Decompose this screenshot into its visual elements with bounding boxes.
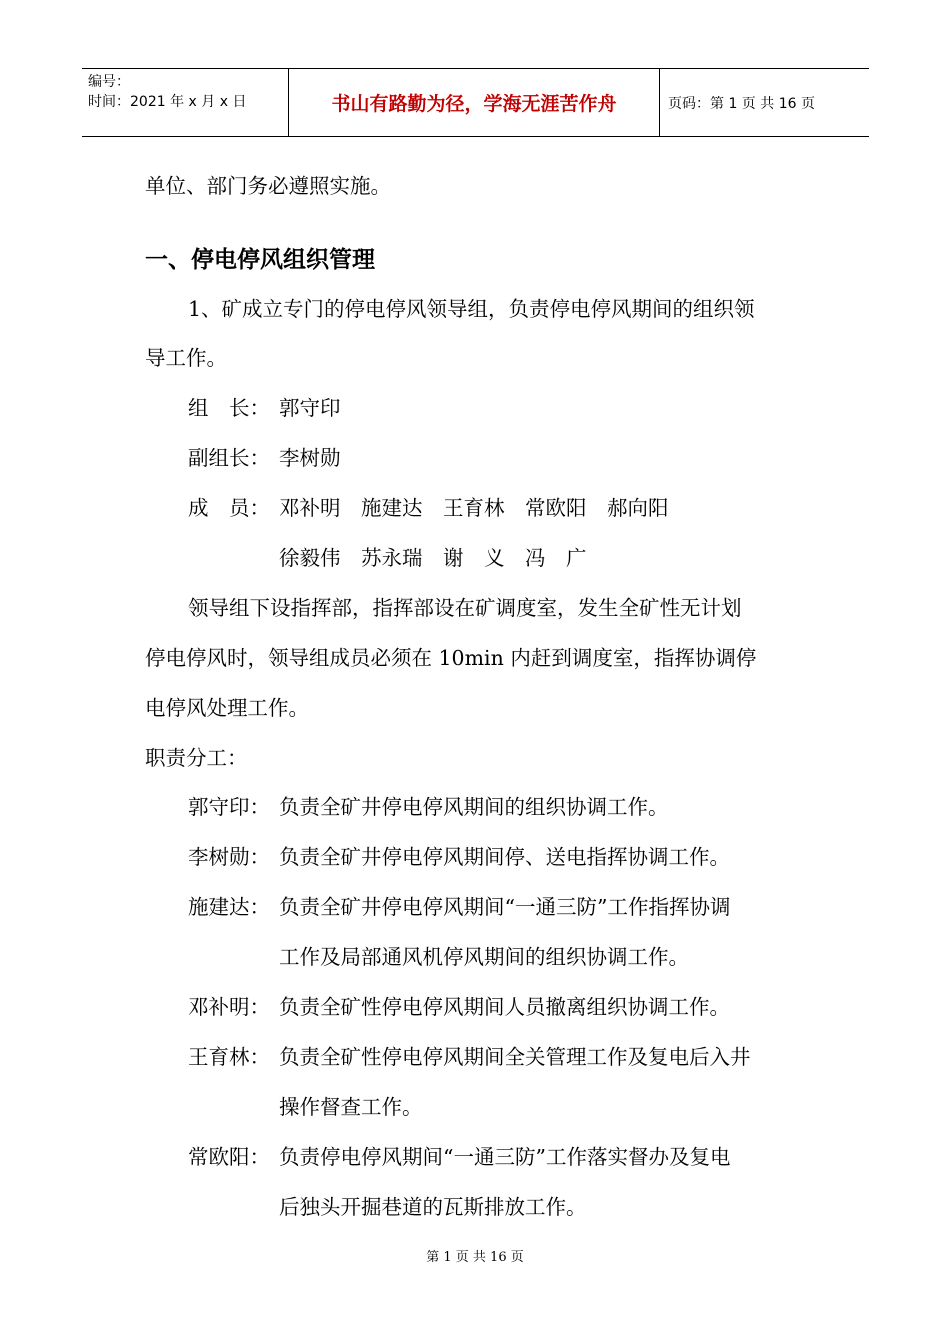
- duty-item: [188, 1045, 751, 1069]
- duty-continuation: 后独头开掘巷道的瓦斯排放工作。: [279, 1195, 587, 1219]
- intro-tail: 单位、部门务必遵照实施。: [145, 174, 391, 198]
- duty-continuation: 操作督查工作。: [279, 1095, 423, 1119]
- members-label: 成 员：: [188, 496, 270, 520]
- duty-item: [188, 995, 730, 1019]
- p2-line3: 电停风处理工作。: [145, 696, 309, 720]
- duties-title: 职责分工：: [145, 746, 248, 770]
- vice-label: 副组长：: [188, 446, 270, 470]
- p1-line2: 导工作。: [145, 346, 227, 370]
- duty-continuation: 工作及局部通风机停风期间的组织协调工作。: [279, 945, 689, 969]
- header-motto: [288, 69, 660, 136]
- duty-text: 负责全矿井停电停风期间的组织协调工作。: [279, 795, 669, 819]
- header-date: 时间：2021 年 x 月 x 日: [88, 94, 247, 110]
- document-header: [82, 68, 869, 137]
- vice-name: 李树勋: [279, 446, 341, 470]
- duty-name: 邓补明：: [188, 995, 270, 1019]
- motto-text: 书山有路勤为径，学海无涯苦作舟: [331, 93, 617, 115]
- duty-text: 负责全矿井停电停风期间停、送电指挥协调工作。: [279, 845, 730, 869]
- duty-name: 李树勋：: [188, 845, 270, 869]
- duty-item: [188, 1145, 730, 1169]
- header-page-text: 页码：第 1 页 共 16 页: [668, 95, 815, 112]
- duty-item: [188, 795, 669, 819]
- vice-row: [188, 446, 341, 470]
- p2-line2: 停电停风时，领导组成员必须在 10min 内赶到调度室，指挥协调停: [145, 646, 757, 670]
- members-row: [188, 496, 669, 520]
- duty-name: 常欧阳：: [188, 1145, 270, 1169]
- duty-text: 负责全矿井停电停风期间“一通三防”工作指挥协调: [279, 895, 731, 919]
- duty-text: 负责全矿性停电停风期间全关管理工作及复电后入井: [279, 1045, 751, 1069]
- duty-item: [188, 845, 730, 869]
- leader-label: 组 长：: [188, 396, 270, 420]
- p2-line1: 领导组下设指挥部，指挥部设在矿调度室，发生全矿性无计划: [188, 596, 742, 620]
- duty-item: [188, 895, 730, 919]
- header-meta: [82, 69, 288, 136]
- duty-name: 王育林：: [188, 1045, 270, 1069]
- leader-row: [188, 396, 341, 420]
- duty-text: 负责全矿性停电停风期间人员撤离组织协调工作。: [279, 995, 730, 1019]
- page-footer: 第 1 页 共 16 页: [426, 1250, 524, 1265]
- header-page: [660, 69, 869, 136]
- p1-line1: 1、矿成立专门的停电停风领导组，负责停电停风期间的组织领: [188, 297, 755, 321]
- members-line1: 邓补明 施建达 王育林 常欧阳 郝向阳: [279, 496, 669, 520]
- section-heading: 一、停电停风组织管理: [145, 247, 375, 273]
- header-number: 编号：: [88, 74, 130, 90]
- duty-text: 负责停电停风期间“一通三防”工作落实督办及复电: [279, 1145, 731, 1169]
- duty-name: 郭守印：: [188, 795, 270, 819]
- duty-name: 施建达：: [188, 895, 270, 919]
- members-line2: 徐毅伟 苏永瑞 谢 义 冯 广: [279, 546, 587, 570]
- leader-name: 郭守印: [279, 396, 341, 420]
